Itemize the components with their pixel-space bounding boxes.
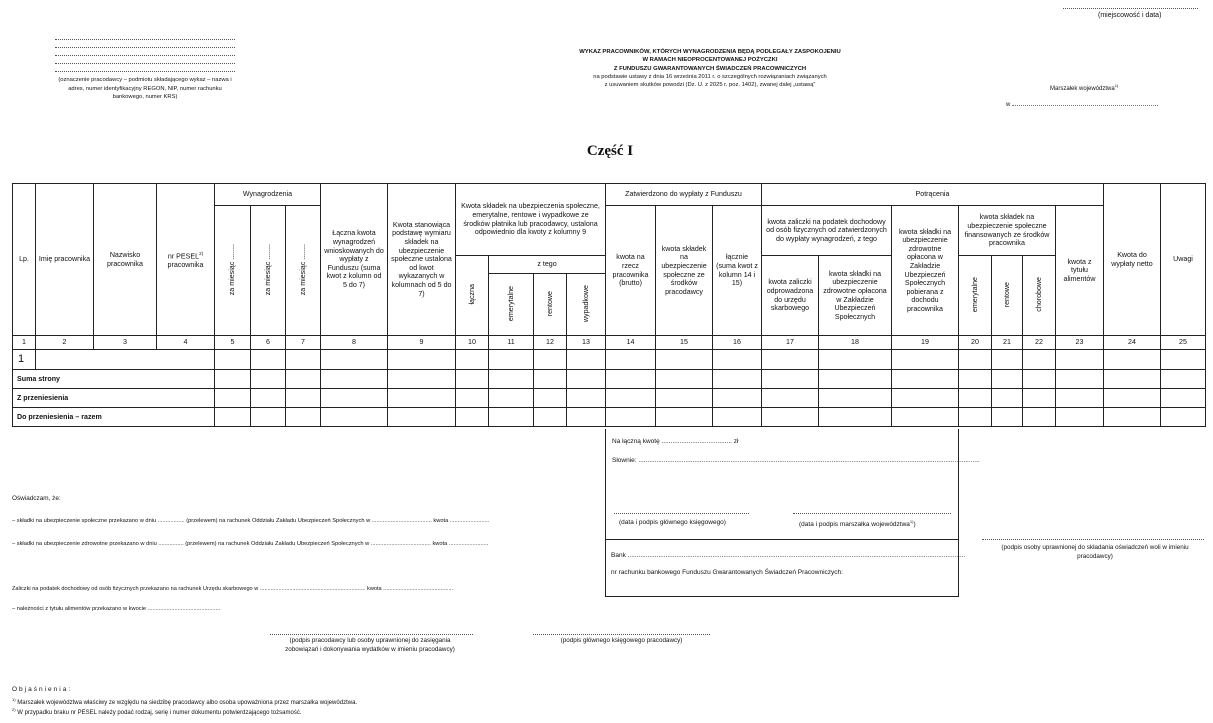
summary-cell[interactable] (286, 370, 321, 389)
header-kwota-skladek-prac: kwota składek na ubezpieczenie społeczne ze środków pracodawcy (656, 206, 713, 336)
place-date-field[interactable] (1063, 2, 1198, 9)
summary-cell[interactable] (1104, 389, 1161, 408)
title-line-2: W RAMACH NIEOPROCENTOWANEJ POŻYCZKI (642, 57, 778, 64)
row-cell[interactable] (215, 350, 251, 370)
column-number: 7 (286, 336, 321, 350)
column-number: 2 (36, 336, 94, 350)
addressee-w: w (1006, 102, 1011, 108)
header-uwagi: Uwagi (1161, 184, 1206, 336)
header-alimenty: kwota z tytułu alimentów (1056, 206, 1104, 336)
authorized-signature-caption: (podpis osoby uprawnionej do składania oświadczeń woli w imieniu pracodawcy) (1001, 544, 1189, 560)
employer-signature-caption: (podpis pracodawcy lub osoby uprawnionej do zasięgania zobowiązań i dokonywania wydatków w imieniu pracodawcy) (285, 637, 455, 653)
header-zaliczka-group: kwota zaliczki na podatek dochodowy od osób fizycznych od zatwierdzonych do wypłaty wynagrodzeń, z tego (762, 206, 892, 256)
summary-cell[interactable] (762, 389, 819, 408)
header-netto: Kwota do wypłaty netto (1104, 184, 1161, 336)
summary-cell[interactable] (567, 389, 606, 408)
header-skladka-zdrow-zus: kwota składki na ubezpieczenie zdrowotne opłacona w Zakładzie Ubezpieczeń Społecznych (819, 256, 892, 336)
header-potracenia: Potrącenia (762, 184, 1104, 206)
row-lp: 1 (13, 350, 36, 370)
declaration-line-health[interactable]: – składki na ubezpieczenie zdrowotne przekazano w dniu ................ (przelewem) na rachunek Oddziału Zakładu Ubezpieczeń Społecznych w ...................................... kwota ......................... (12, 541, 489, 547)
za-miesiac-text: za miesiąc ........ (228, 243, 237, 295)
summary-cell[interactable] (606, 389, 656, 408)
accountant-signature-line[interactable] (614, 509, 749, 514)
summary-cell[interactable] (713, 370, 762, 389)
row-cell[interactable] (456, 350, 489, 370)
summary-cell[interactable] (992, 370, 1023, 389)
column-number: 6 (251, 336, 286, 350)
summary-row (13, 389, 1206, 408)
row-cell[interactable] (286, 350, 321, 370)
part-title: Część I (586, 143, 634, 159)
header-zatwierdzono: Zatwierdzono do wypłaty z Funduszu (606, 184, 762, 206)
row-cell[interactable] (1023, 350, 1056, 370)
chorobowe-text: chorobowe (1034, 276, 1043, 312)
summary-cell[interactable] (959, 370, 992, 389)
summary-cell[interactable] (819, 389, 892, 408)
summary-cell[interactable] (1104, 370, 1161, 389)
summary-cell[interactable] (656, 370, 713, 389)
summary-cell[interactable] (251, 389, 286, 408)
summary-cell[interactable] (1056, 389, 1104, 408)
declaration-intro: Oświadczam, że: (12, 495, 61, 502)
marshal-caption-end: ) (913, 521, 916, 529)
summary-cell[interactable] (1161, 389, 1206, 408)
row-cell[interactable] (321, 350, 388, 370)
summary-row (13, 370, 1206, 389)
summary-cell[interactable] (321, 370, 388, 389)
summary-cell[interactable] (534, 389, 567, 408)
row-cell[interactable] (388, 350, 456, 370)
approval-box (605, 429, 980, 540)
summary-cell[interactable] (489, 389, 534, 408)
summary-cell[interactable] (215, 389, 251, 408)
addressee-w-field[interactable] (1006, 102, 1162, 108)
row-cell[interactable] (1161, 350, 1206, 370)
explanation-2-text: W przypadku braku nr PESEL należy podać rodzaj, serię i numer dokumentu potwierdzającego tożsamość. (17, 710, 302, 716)
row-cell[interactable] (992, 350, 1023, 370)
emerytalne-text: emerytalne (506, 285, 515, 321)
column-numbers-row (13, 336, 1206, 350)
summary-cell[interactable] (286, 408, 321, 427)
footnote-mark: 1) (909, 519, 914, 524)
header-emerytalne-prac (959, 256, 992, 336)
column-number: 1 (13, 336, 36, 350)
summary-cell[interactable] (1023, 389, 1056, 408)
summary-cell[interactable] (215, 408, 251, 427)
header-skladki-group: Kwota składek na ubezpieczenia społeczne, emerytalne, rentowe i wypadkowe ze środków płatnika lub pracodawcy, ustalona odpowiednio dla kwoty z kolumny 9 (456, 184, 606, 256)
header-rentowe-prac (992, 256, 1023, 336)
employer-line[interactable] (55, 40, 235, 48)
column-number: 4 (157, 336, 215, 350)
column-number: 18 (819, 336, 892, 350)
declaration-line-alimony[interactable]: – należności z tytułu alimentów przekazano w kwocie .............................................. (12, 606, 221, 612)
employer-signature-line[interactable] (270, 629, 473, 635)
header-laczna-kwota: Łączna kwota wynagrodzeń wnioskowanych do wypłaty z Funduszu (suma kwot z kolumn od 5 do 7) (321, 184, 388, 336)
title-line-3: Z FUNDUSZU GWARANTOWANYCH ŚWIADCZEŃ PRACOWNICZYCH (613, 65, 807, 72)
za-miesiac-text: za miesiąc ........ (263, 243, 272, 295)
explanation-1 (12, 697, 357, 706)
summary-cell[interactable] (606, 370, 656, 389)
summary-cell[interactable] (1056, 408, 1104, 427)
pesel-text-2: pracownika (167, 260, 204, 269)
summary-cell[interactable] (1104, 408, 1161, 427)
row-cell[interactable] (567, 350, 606, 370)
summary-cell[interactable] (456, 408, 489, 427)
column-number: 19 (892, 336, 959, 350)
summary-cell[interactable] (656, 389, 713, 408)
summary-cell[interactable] (713, 408, 762, 427)
summary-cell[interactable] (606, 408, 656, 427)
footnote-mark: 1) (1114, 83, 1119, 88)
employer-lines (55, 32, 235, 72)
header-za-miesiac-3 (286, 206, 321, 336)
header-pesel (157, 184, 215, 336)
summary-cell[interactable] (567, 408, 606, 427)
rentowe-text: rentowe (1002, 281, 1011, 307)
column-number: 17 (762, 336, 819, 350)
header-lp: Lp. (13, 184, 36, 336)
column-number: 23 (1056, 336, 1104, 350)
title-line-4: na podstawie ustawy z dnia 16 września 2011 r. o szczególnych rozwiązaniach związanych (593, 73, 827, 80)
employer-line[interactable] (55, 48, 235, 56)
column-number: 13 (567, 336, 606, 350)
column-number: 10 (456, 336, 489, 350)
column-number: 22 (1023, 336, 1056, 350)
row-cell[interactable] (534, 350, 567, 370)
marshal-signature-caption (799, 519, 916, 528)
wypadkowe-text: wypadkowe (581, 284, 590, 322)
footnote-mark: 1) (12, 697, 16, 702)
column-number: 24 (1104, 336, 1161, 350)
row-cell[interactable] (251, 350, 286, 370)
chief-accountant-signature-caption: (podpis głównego księgowego pracodawcy) (560, 637, 683, 644)
header-skladka-zdrow-pobierana: kwota składki na ubezpieczenie zdrowotne opłacona w Zakładzie Ubezpieczeń Społecznych pobierana z dochodu pracownika (892, 206, 959, 336)
header-kwota-rzecz: kwota na rzecz pracownika (brutto) (606, 206, 656, 336)
column-number: 9 (388, 336, 456, 350)
summary-cell[interactable] (567, 370, 606, 389)
summary-cell[interactable] (819, 370, 892, 389)
summary-cell[interactable] (286, 389, 321, 408)
summary-cell[interactable] (489, 370, 534, 389)
place-date-caption: (miejscowość i data) (1098, 12, 1162, 19)
row-cell[interactable] (819, 350, 892, 370)
summary-label: Do przeniesienia – razem (13, 408, 215, 427)
column-number: 11 (489, 336, 534, 350)
header-z-tego: z tego (489, 256, 606, 274)
total-amount-field[interactable]: Na łączną kwotę ....................................... zł (612, 438, 739, 445)
summary-cell[interactable] (215, 370, 251, 389)
chief-accountant-signature-line[interactable] (533, 629, 710, 635)
summary-cell[interactable] (534, 370, 567, 389)
row-cell[interactable] (959, 350, 992, 370)
pesel-text: nr PESEL (167, 252, 200, 261)
header-zaliczka-odprow: kwota zaliczki odprowadzona do urzędu skarbowego (762, 256, 819, 336)
header-nazwisko: Nazwisko pracownika (94, 184, 157, 336)
explanation-1-text: Marszałek województwa właściwy ze względu na siedzibę pracodawcy albo osoba upoważniona przez marszałka województwa. (17, 700, 358, 706)
summary-cell[interactable] (762, 370, 819, 389)
table-row (13, 350, 1206, 370)
column-number: 21 (992, 336, 1023, 350)
rentowe-text: rentowe (545, 290, 554, 316)
row-cell[interactable] (1056, 350, 1104, 370)
marshal-signature-line[interactable] (793, 509, 951, 514)
bank-field[interactable]: Bank ........................................................................................................................................................................................... (611, 552, 966, 559)
explanations-title: Objaśnienia: (12, 686, 73, 693)
summary-row (13, 408, 1206, 427)
column-number: 12 (534, 336, 567, 350)
summary-cell[interactable] (1023, 370, 1056, 389)
za-miesiac-text: za miesiąc ........ (298, 243, 307, 295)
header-emerytalne (489, 274, 534, 336)
footnote-mark: 2) (12, 707, 16, 712)
title-line-5: z usuwaniem skutków powodzi (Dz. U. z 2025 r. poz. 1402), zwanej dalej „ustawą” (604, 82, 816, 89)
summary-cell[interactable] (819, 408, 892, 427)
addressee-text: Marszałek województwa (1050, 86, 1115, 92)
fgsp-account-field[interactable]: nr rachunku bankowego Funduszu Gwarantowanych Świadczeń Pracowniczych: (611, 569, 843, 576)
row-cell[interactable] (1104, 350, 1161, 370)
header-za-miesiac-2 (251, 206, 286, 336)
header-wynagrodzenia: Wynagrodzenia (215, 184, 321, 206)
summary-cell[interactable] (992, 408, 1023, 427)
summary-cell[interactable] (959, 408, 992, 427)
summary-cell[interactable] (959, 389, 992, 408)
summary-cell[interactable] (1023, 408, 1056, 427)
summary-cell[interactable] (321, 408, 388, 427)
summary-cell[interactable] (456, 370, 489, 389)
column-number: 5 (215, 336, 251, 350)
row-cell[interactable] (489, 350, 534, 370)
summary-cell[interactable] (892, 389, 959, 408)
summary-cell[interactable] (489, 408, 534, 427)
summary-cell[interactable] (456, 389, 489, 408)
title-line-1: WYKAZ PRACOWNIKÓW, KTÓRYCH WYNAGRODZENIA BĘDĄ PODLEGAŁY ZASPOKOJENIU (579, 49, 841, 55)
column-number: 8 (321, 336, 388, 350)
summary-cell[interactable] (762, 408, 819, 427)
row-cell[interactable] (892, 350, 959, 370)
marshal-caption-text: (data i podpis marszałka województwa (799, 521, 910, 529)
summary-cell[interactable] (388, 408, 456, 427)
summary-cell[interactable] (388, 389, 456, 408)
column-number: 16 (713, 336, 762, 350)
emerytalne-text: emerytalne (970, 276, 979, 312)
summary-cell[interactable] (251, 370, 286, 389)
declaration-line-tax[interactable]: Zaliczki na podatek dochodowy od osób fizycznych przekazano na rachunek Urzędu skarbowego w .................................................................... kwota ............................................. (12, 586, 454, 592)
row-cell[interactable] (713, 350, 762, 370)
row-cell[interactable] (762, 350, 819, 370)
summary-label: Suma strony (13, 370, 215, 389)
column-number: 15 (656, 336, 713, 350)
header-kwota-podstawa: Kwota stanowiąca podstawę wymiaru składek na ubezpieczenie społeczne ustalona od kwot wykazanych w kolumnach od 5 do 7) (388, 184, 456, 336)
laczna-text: łączna (467, 283, 476, 305)
summary-cell[interactable] (992, 389, 1023, 408)
employees-table (12, 183, 1206, 427)
column-number: 20 (959, 336, 992, 350)
column-number: 3 (94, 336, 157, 350)
header-chorobowe (1023, 256, 1056, 336)
summary-cell[interactable] (388, 370, 456, 389)
authorized-signature-line[interactable] (982, 534, 1204, 540)
declaration-line-social[interactable]: – składki na ubezpieczenie społeczne przekazano w dniu ................. (przelewem) na rachunek Oddziału Zakładu Ubezpieczeń Społecznych w ...................................... kwota ......................... (12, 518, 490, 524)
summary-cell[interactable] (713, 389, 762, 408)
header-imie: Imię pracownika (36, 184, 94, 336)
row-cell[interactable] (36, 350, 215, 370)
explanation-2 (12, 707, 302, 716)
summary-cell[interactable] (1056, 370, 1104, 389)
header-laczna (456, 256, 489, 336)
header-skladki-prac-group: kwota składek na ubezpieczenie społeczne finansowanych ze środków pracownika (959, 206, 1056, 256)
row-cell[interactable] (656, 350, 713, 370)
row-cell[interactable] (606, 350, 656, 370)
summary-cell[interactable] (1161, 370, 1206, 389)
addressee-label (1050, 83, 1118, 92)
footnote-mark: 2) (199, 250, 204, 256)
document-title (500, 48, 920, 89)
header-rentowe (534, 274, 567, 336)
summary-cell[interactable] (656, 408, 713, 427)
column-number: 14 (606, 336, 656, 350)
header-wypadkowe (567, 274, 606, 336)
summary-cell[interactable] (321, 389, 388, 408)
employer-caption: (oznaczenie pracodawcy – podmiotu składającego wykaz – nazwa i adres, numer identyfikacyjny REGON, NIP, numer rachunku bankowego, numer KRS) (58, 77, 232, 100)
employer-line[interactable] (55, 32, 235, 40)
accountant-signature-caption: (data i podpis głównego księgowego) (619, 519, 726, 526)
employer-line[interactable] (55, 64, 235, 72)
bank-box (605, 539, 966, 597)
summary-cell[interactable] (534, 408, 567, 427)
summary-cell[interactable] (1161, 408, 1206, 427)
summary-cell[interactable] (892, 370, 959, 389)
employer-line[interactable] (55, 56, 235, 64)
in-words-field[interactable]: Słownie: ............................................................................................................................................................................................. (612, 457, 980, 464)
summary-cell[interactable] (892, 408, 959, 427)
column-number: 25 (1161, 336, 1206, 350)
summary-cell[interactable] (251, 408, 286, 427)
summary-label: Z przeniesienia (13, 389, 215, 408)
header-lacznie: łącznie (suma kwot z kolumn 14 i 15) (713, 206, 762, 336)
header-za-miesiac-1 (215, 206, 251, 336)
